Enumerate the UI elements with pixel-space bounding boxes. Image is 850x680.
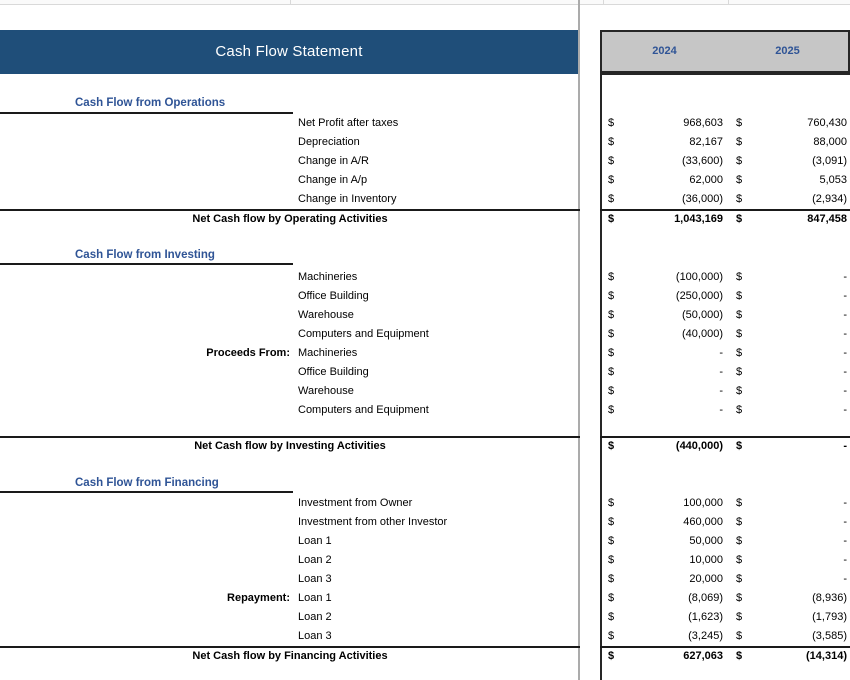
amount-cell-2024[interactable]: (50,000) xyxy=(682,309,723,321)
table-row xyxy=(0,589,850,608)
currency-cell-2024[interactable]: $ xyxy=(608,535,615,547)
row-label-cell[interactable]: Loan 1 xyxy=(298,535,332,547)
table-row xyxy=(0,152,850,171)
currency-cell-2024[interactable]: $ xyxy=(608,155,615,167)
amount-cell-2024[interactable]: (40,000) xyxy=(682,328,723,340)
row-label-cell[interactable]: Machineries xyxy=(298,271,358,283)
amount-cell-2025[interactable]: - xyxy=(843,516,847,528)
currency-cell-2024[interactable]: $ xyxy=(608,174,615,186)
currency-cell-2025[interactable]: $ xyxy=(736,213,743,225)
total-row-operations xyxy=(0,210,850,229)
table-row xyxy=(0,114,850,133)
table-row xyxy=(0,190,850,209)
currency-cell-2025[interactable]: $ xyxy=(736,592,743,604)
table-row xyxy=(0,171,850,190)
currency-cell-2024[interactable]: $ xyxy=(608,385,615,397)
amount-cell-2025[interactable]: - xyxy=(843,290,847,302)
table-row xyxy=(0,513,850,532)
amount-cell-2025[interactable]: (3,091) xyxy=(812,155,847,167)
currency-cell-2024[interactable]: $ xyxy=(608,611,615,623)
section-underline xyxy=(0,263,293,265)
amount-cell-2025[interactable]: (8,936) xyxy=(812,592,847,604)
currency-cell-2024[interactable]: $ xyxy=(608,366,615,378)
amount-cell-2024[interactable]: 968,603 xyxy=(683,117,723,129)
row-prefix-cell[interactable]: Repayment: xyxy=(227,592,290,604)
total-amount-2025[interactable]: - xyxy=(843,440,847,452)
table-row xyxy=(0,551,850,570)
amount-cell-2025[interactable]: - xyxy=(843,535,847,547)
total-label-cell[interactable]: Net Cash flow by Investing Activities xyxy=(194,440,386,452)
currency-cell-2025[interactable]: $ xyxy=(736,136,743,148)
currency-cell-2025[interactable]: $ xyxy=(736,347,743,359)
row-label-cell[interactable]: Change in Inventory xyxy=(298,193,397,205)
total-amount-2025[interactable]: 847,458 xyxy=(807,213,847,225)
table-row xyxy=(0,325,850,344)
table-row xyxy=(0,627,850,646)
amount-cell-2024[interactable]: (36,000) xyxy=(682,193,723,205)
total-amount-2024[interactable]: (440,000) xyxy=(675,440,723,452)
currency-cell-2025[interactable]: $ xyxy=(736,404,743,416)
amount-cell-2024[interactable]: - xyxy=(719,347,723,359)
row-label-cell[interactable]: Computers and Equipment xyxy=(298,328,429,340)
row-label-cell[interactable]: Change in A/p xyxy=(298,174,368,186)
amount-cell-2024[interactable]: (100,000) xyxy=(675,271,723,283)
amount-cell-2024[interactable]: 50,000 xyxy=(689,535,723,547)
year-header-2024[interactable]: 2024 xyxy=(600,30,729,73)
year-header-2025[interactable]: 2025 xyxy=(727,30,850,73)
amount-cell-2024[interactable]: 100,000 xyxy=(683,497,723,509)
table-row xyxy=(0,532,850,551)
amount-cell-2025[interactable]: (1,793) xyxy=(812,611,847,623)
row-label-cell[interactable]: Change in A/R xyxy=(298,155,369,167)
amount-cell-2024[interactable]: (1,623) xyxy=(688,611,723,623)
row-label-cell[interactable]: Loan 3 xyxy=(298,573,332,585)
amount-cell-2024[interactable]: (3,245) xyxy=(688,630,723,642)
total-amount-2025[interactable]: (14,314) xyxy=(806,650,847,662)
currency-cell-2025[interactable]: $ xyxy=(736,516,743,528)
row-label-cell[interactable]: Loan 1 xyxy=(298,592,332,604)
currency-cell-2024[interactable]: $ xyxy=(608,347,615,359)
amount-cell-2024[interactable]: 10,000 xyxy=(689,554,723,566)
amount-cell-2025[interactable]: (3,585) xyxy=(812,630,847,642)
statement-title-cell[interactable]: Cash Flow Statement xyxy=(0,30,578,74)
table-row xyxy=(0,287,850,306)
currency-cell-2024[interactable]: $ xyxy=(608,516,615,528)
row-label-cell[interactable]: Net Profit after taxes xyxy=(298,117,399,129)
total-row-investing xyxy=(0,437,850,456)
amount-cell-2024[interactable]: (250,000) xyxy=(675,290,723,302)
table-row xyxy=(0,382,850,401)
amount-cell-2025[interactable]: 88,000 xyxy=(813,136,847,148)
table-row xyxy=(0,344,850,363)
amount-cell-2025[interactable]: - xyxy=(843,404,847,416)
currency-cell-2025[interactable]: $ xyxy=(736,155,743,167)
currency-cell-2025[interactable]: $ xyxy=(736,497,743,509)
amount-cell-2025[interactable]: - xyxy=(843,309,847,321)
currency-cell-2024[interactable]: $ xyxy=(608,592,615,604)
gridline xyxy=(603,0,604,4)
total-amount-2024[interactable]: 1,043,169 xyxy=(674,213,723,225)
row-label-cell[interactable]: Loan 2 xyxy=(298,554,332,566)
amount-cell-2025[interactable]: - xyxy=(843,554,847,566)
section-heading-financing[interactable]: Cash Flow from Financing xyxy=(75,477,219,489)
section-heading-operations[interactable]: Cash Flow from Operations xyxy=(75,97,226,109)
currency-cell-2025[interactable]: $ xyxy=(736,290,743,302)
row-label-cell[interactable]: Computers and Equipment xyxy=(298,404,429,416)
amount-cell-2024[interactable]: - xyxy=(719,366,723,378)
currency-cell-2025[interactable]: $ xyxy=(736,366,743,378)
currency-cell-2024[interactable]: $ xyxy=(608,440,615,452)
currency-cell-2024[interactable]: $ xyxy=(608,573,615,585)
currency-cell-2024[interactable]: $ xyxy=(608,309,615,321)
row-label-cell[interactable]: Machineries xyxy=(298,347,358,359)
table-row xyxy=(0,268,850,287)
table-row xyxy=(0,306,850,325)
row-label-cell[interactable]: Office Building xyxy=(298,290,369,302)
table-row xyxy=(0,570,850,589)
table-row xyxy=(0,608,850,627)
currency-cell-2024[interactable]: $ xyxy=(608,117,615,129)
amount-cell-2024[interactable]: 62,000 xyxy=(689,174,723,186)
row-label-cell[interactable]: Warehouse xyxy=(298,309,354,321)
amount-cell-2025[interactable]: - xyxy=(843,385,847,397)
row-label-cell[interactable]: Warehouse xyxy=(298,385,354,397)
table-row xyxy=(0,133,850,152)
currency-cell-2024[interactable]: $ xyxy=(608,554,615,566)
currency-cell-2025[interactable]: $ xyxy=(736,174,743,186)
currency-cell-2024[interactable]: $ xyxy=(608,328,615,340)
currency-cell-2025[interactable]: $ xyxy=(736,611,743,623)
section-underline xyxy=(0,491,293,493)
currency-cell-2024[interactable]: $ xyxy=(608,404,615,416)
currency-cell-2025[interactable]: $ xyxy=(736,328,743,340)
amount-cell-2024[interactable]: - xyxy=(719,385,723,397)
amount-cell-2025[interactable]: (2,934) xyxy=(812,193,847,205)
table-row xyxy=(0,363,850,382)
currency-cell-2025[interactable]: $ xyxy=(736,385,743,397)
currency-cell-2024[interactable]: $ xyxy=(608,497,615,509)
table-row xyxy=(0,494,850,513)
total-row-financing xyxy=(0,647,850,666)
amount-cell-2025[interactable]: - xyxy=(843,497,847,509)
table-row xyxy=(0,401,850,420)
amount-cell-2025[interactable]: - xyxy=(843,366,847,378)
amount-cell-2025[interactable]: - xyxy=(843,347,847,359)
currency-cell-2024[interactable]: $ xyxy=(608,650,615,662)
currency-cell-2025[interactable]: $ xyxy=(736,554,743,566)
row-label-cell[interactable]: Investment from other Investor xyxy=(298,516,448,528)
amount-cell-2025[interactable]: 5,053 xyxy=(819,174,847,186)
amount-cell-2024[interactable]: 460,000 xyxy=(683,516,723,528)
currency-cell-2024[interactable]: $ xyxy=(608,630,615,642)
currency-cell-2025[interactable]: $ xyxy=(736,650,743,662)
currency-cell-2025[interactable]: $ xyxy=(736,117,743,129)
total-label-cell[interactable]: Net Cash flow by Operating Activities xyxy=(192,213,388,225)
gridline xyxy=(728,0,729,4)
row-label-cell[interactable]: Investment from Owner xyxy=(298,497,413,509)
row-label-cell[interactable]: Office Building xyxy=(298,366,369,378)
currency-cell-2025[interactable]: $ xyxy=(736,309,743,321)
amount-cell-2024[interactable]: 20,000 xyxy=(689,573,723,585)
amount-cell-2024[interactable]: (33,600) xyxy=(682,155,723,167)
currency-cell-2025[interactable]: $ xyxy=(736,271,743,283)
total-amount-2024[interactable]: 627,063 xyxy=(683,650,723,662)
amount-cell-2024[interactable]: 82,167 xyxy=(689,136,723,148)
currency-cell-2025[interactable]: $ xyxy=(736,630,743,642)
row-label-cell[interactable]: Depreciation xyxy=(298,136,360,148)
amount-cell-2025[interactable]: - xyxy=(843,328,847,340)
currency-cell-2025[interactable]: $ xyxy=(736,535,743,547)
currency-cell-2024[interactable]: $ xyxy=(608,136,615,148)
amount-cell-2025[interactable]: 760,430 xyxy=(807,117,847,129)
total-label-cell[interactable]: Net Cash flow by Financing Activities xyxy=(192,650,388,662)
row-label-cell[interactable]: Loan 2 xyxy=(298,611,332,623)
currency-cell-2025[interactable]: $ xyxy=(736,440,743,452)
amount-cell-2025[interactable]: - xyxy=(843,271,847,283)
row-prefix-cell[interactable]: Proceeds From: xyxy=(206,347,290,359)
currency-cell-2024[interactable]: $ xyxy=(608,271,615,283)
amount-cell-2024[interactable]: - xyxy=(719,404,723,416)
amount-cell-2024[interactable]: (8,069) xyxy=(688,592,723,604)
gridline xyxy=(290,0,291,4)
section-heading-investing[interactable]: Cash Flow from Investing xyxy=(75,249,215,261)
currency-cell-2025[interactable]: $ xyxy=(736,573,743,585)
top-grid-strip xyxy=(0,0,850,5)
currency-cell-2024[interactable]: $ xyxy=(608,290,615,302)
currency-cell-2025[interactable]: $ xyxy=(736,193,743,205)
values-box-top-border xyxy=(600,73,850,75)
amount-cell-2025[interactable]: - xyxy=(843,573,847,585)
currency-cell-2024[interactable]: $ xyxy=(608,193,615,205)
row-label-cell[interactable]: Loan 3 xyxy=(298,630,332,642)
currency-cell-2024[interactable]: $ xyxy=(608,213,615,225)
